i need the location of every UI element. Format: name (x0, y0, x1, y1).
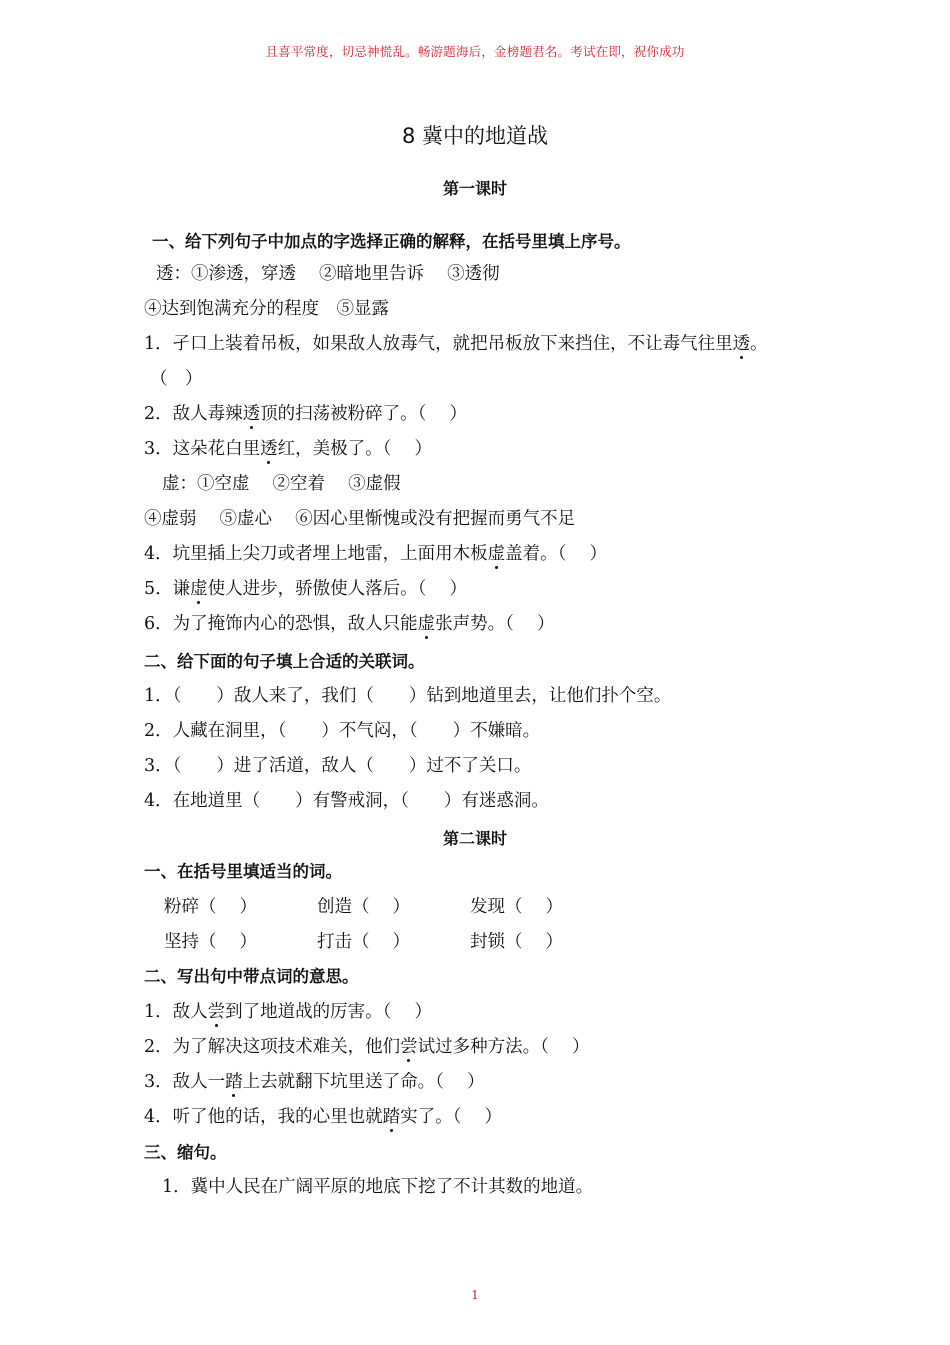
word-fill-1: 粉碎（ ） (164, 897, 258, 917)
page-title: 8 冀中的地道战 (401, 124, 549, 148)
sentence-3-text-b: 红，美极了。（ ） (277, 439, 432, 459)
meaning-sentence-3 (144, 1070, 484, 1094)
sentence-2-text-b: 顶的扫荡被粉碎了。（ ） (260, 404, 467, 424)
sentence-4-text-a: 4．坑里插上尖刀或者埋上地雷，上面用木板 (144, 544, 488, 564)
conjunction-item-2: 2．人藏在洞里，（ ）不气闷，（ ）不嫌暗。 (144, 721, 541, 741)
dotted-char: 透 (732, 334, 751, 354)
page-header-motto: 且喜平常度，切忌神慌乱。畅游题海后，金榜题君名。考试在即，祝你成功 (265, 44, 685, 59)
sentence-1-answer-paren: （ ） (150, 369, 203, 389)
word-fill-6: 封锁（ ） (470, 932, 564, 952)
tou-definitions-2: ④达到饱满充分的程度 ⑤显露 (144, 299, 389, 319)
meaning-sentence-3-a: 3．敌人一 (144, 1072, 226, 1092)
lesson-two-heading: 第二课时 (442, 829, 507, 848)
meaning-sentence-3-b: 上去就翻下坑里送了命。（ ） (242, 1072, 485, 1092)
meaning-sentence-1-b: 到了地道战的厉害。（ ） (225, 1002, 432, 1022)
dotted-char: 踏 (382, 1107, 401, 1127)
sentence-3 (144, 437, 432, 461)
sentence-4 (144, 542, 607, 566)
meaning-sentence-2-b: 试过多种方法。（ ） (417, 1037, 590, 1057)
sentence-1-text-b: 。 (750, 334, 768, 354)
lesson-one-heading: 第一课时 (442, 179, 507, 198)
meaning-sentence-4-b: 实了。（ ） (400, 1107, 502, 1127)
dotted-char: 透 (260, 439, 278, 459)
word-fill-3: 发现（ ） (470, 897, 564, 917)
dotted-char: 虚 (417, 614, 436, 634)
page-number: 1 (471, 1288, 479, 1302)
sentence-1 (144, 332, 768, 356)
dotted-char: 尝 (207, 1002, 226, 1022)
section-2-2-title: 二、写出句中带点词的意思。 (144, 967, 359, 986)
section-1-title: 一、给下列句子中加点的字选择正确的解释，在括号里填上序号。 (152, 232, 631, 251)
sentence-5 (144, 577, 467, 601)
sentence-6-text-a: 6．为了掩饰内心的恐惧，敌人只能 (144, 614, 418, 634)
sentence-6 (144, 612, 554, 636)
section-2-title: 二、给下面的句子填上合适的关联词。 (144, 652, 425, 671)
xu-definitions-1: 虚：①空虚 ②空着 ③虚假 (162, 474, 401, 494)
sentence-3-text-a: 3．这朵花白里 (144, 439, 261, 459)
meaning-sentence-1 (144, 1000, 432, 1024)
meaning-sentence-1-a: 1．敌人 (144, 1002, 208, 1022)
tou-definitions-1: 透：①渗透，穿透 ②暗地里告诉 ③透彻 (156, 264, 500, 284)
sentence-5-text-b: 使人进步，骄傲使人落后。（ ） (207, 579, 467, 599)
sentence-5-text-a: 5．谦 (144, 579, 191, 599)
dotted-char: 虚 (487, 544, 506, 564)
meaning-sentence-2-a: 2．为了解决这项技术难关，他们 (144, 1037, 401, 1057)
sentence-4-text-b: 盖着。（ ） (505, 544, 607, 564)
sentence-2-text-a: 2．敌人毒辣 (144, 404, 243, 424)
word-fill-4: 坚持（ ） (164, 932, 258, 952)
conjunction-item-4: 4．在地道里（ ）有警戒洞，（ ）有迷惑洞。 (144, 791, 549, 811)
dotted-char: 尝 (400, 1037, 418, 1057)
sentence-1-text-a: 1．孑口上装着吊板，如果敌人放毒气，就把吊板放下来挡住，不让毒气往里 (144, 334, 733, 354)
word-fill-2: 创造（ ） (317, 897, 411, 917)
conjunction-item-1: 1．（ ）敌人来了，我们（ ）钻到地道里去，让他们扑个空。 (144, 686, 672, 706)
dotted-char: 踏 (225, 1072, 243, 1092)
xu-definitions-2: ④虚弱 ⑤虚心 ⑥因心里惭愧或没有把握而勇气不足 (144, 509, 576, 529)
shorten-sentence-1: 1．冀中人民在广阔平原的地底下挖了不计其数的地道。 (162, 1177, 594, 1197)
dotted-char: 透 (242, 404, 261, 424)
section-2-3-title: 三、缩句。 (144, 1143, 227, 1162)
word-fill-5: 打击（ ） (317, 932, 411, 952)
meaning-sentence-2 (144, 1035, 589, 1059)
section-2-1-title: 一、在括号里填适当的词。 (144, 862, 342, 881)
sentence-2 (144, 402, 467, 426)
meaning-sentence-4 (144, 1105, 502, 1129)
meaning-sentence-4-a: 4．听了他的话，我的心里也就 (144, 1107, 383, 1127)
conjunction-item-3: 3．（ ）进了活道，敌人（ ）过不了关口。 (144, 756, 532, 776)
dotted-char: 虚 (190, 579, 208, 599)
sentence-6-text-b: 张声势。（ ） (435, 614, 555, 634)
